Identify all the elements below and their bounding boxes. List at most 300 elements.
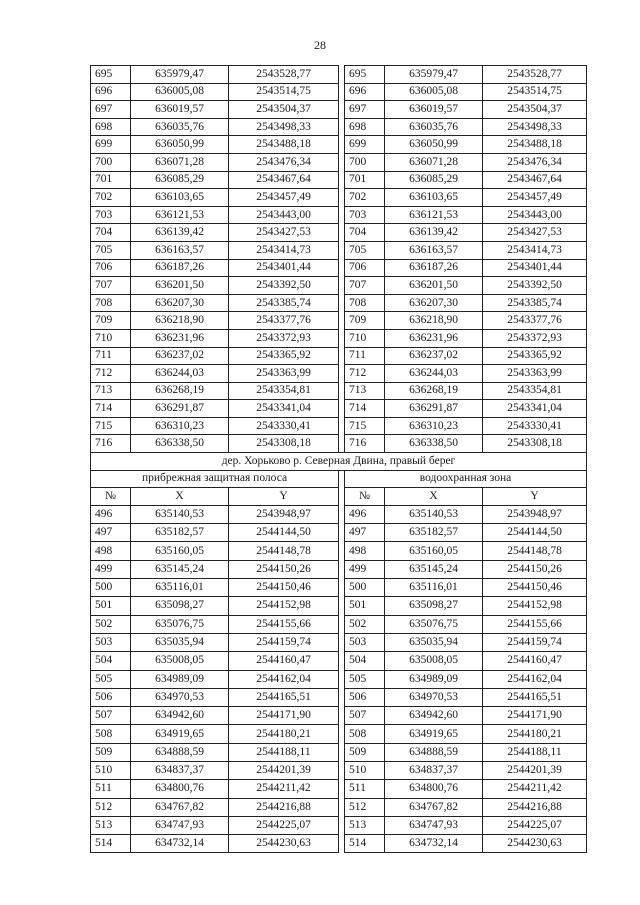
point-number-right: 715 (345, 417, 385, 435)
point-number-left: 702 (91, 189, 131, 207)
x-coordinate-left: 635035,94 (131, 633, 229, 651)
section2 (91, 453, 587, 506)
point-number-right: 696 (345, 83, 385, 101)
x-coordinate-left: 636103,65 (131, 189, 229, 207)
y-coordinate-left: 2544225,07 (229, 816, 339, 834)
y-coordinate-right: 2544144,50 (483, 524, 587, 542)
table-row (91, 189, 587, 207)
y-coordinate-right: 2544155,66 (483, 615, 587, 633)
point-number-right: 503 (345, 633, 385, 651)
point-number-left: 703 (91, 206, 131, 224)
table-row (91, 118, 587, 136)
table-row (91, 400, 587, 418)
x-coordinate-right: 636019,57 (385, 101, 483, 119)
y-coordinate-right: 2543414,73 (483, 241, 587, 259)
table-row (91, 365, 587, 383)
x-coordinate-right: 636237,02 (385, 347, 483, 365)
table-row (91, 670, 587, 688)
x-coordinate-right: 635076,75 (385, 615, 483, 633)
point-number-left: 510 (91, 762, 131, 780)
header-y-left: Y (229, 488, 339, 506)
table-row (91, 505, 587, 523)
point-number-left: 709 (91, 312, 131, 330)
y-coordinate-left: 2543427,53 (229, 224, 339, 242)
x-coordinate-left: 636139,42 (131, 224, 229, 242)
table-row (91, 83, 587, 101)
point-number-left: 512 (91, 798, 131, 816)
table-row (91, 816, 587, 834)
y-coordinate-right: 2544211,42 (483, 780, 587, 798)
x-coordinate-left: 636187,26 (131, 259, 229, 277)
table-row (91, 241, 587, 259)
y-coordinate-left: 2543372,93 (229, 329, 339, 347)
y-coordinate-left: 2544155,66 (229, 615, 339, 633)
header-number-right: № (345, 488, 385, 506)
point-number-left: 704 (91, 224, 131, 242)
table-row (91, 743, 587, 761)
x-coordinate-left: 635076,75 (131, 615, 229, 633)
x-coordinate-right: 635979,47 (385, 66, 483, 84)
table-row (91, 171, 587, 189)
x-coordinate-left: 635140,53 (131, 505, 229, 523)
point-number-left: 711 (91, 347, 131, 365)
point-number-right: 700 (345, 153, 385, 171)
point-number-left: 506 (91, 688, 131, 706)
x-coordinate-left: 635116,01 (131, 579, 229, 597)
point-number-left: 504 (91, 652, 131, 670)
x-coordinate-left: 635182,57 (131, 524, 229, 542)
x-coordinate-right: 635182,57 (385, 524, 483, 542)
y-coordinate-right: 2543504,37 (483, 101, 587, 119)
y-coordinate-left: 2543488,18 (229, 136, 339, 154)
point-number-right: 710 (345, 329, 385, 347)
point-number-left: 707 (91, 277, 131, 295)
x-coordinate-right: 636291,87 (385, 400, 483, 418)
y-coordinate-left: 2543330,41 (229, 417, 339, 435)
y-coordinate-left: 2543354,81 (229, 382, 339, 400)
point-number-left: 715 (91, 417, 131, 435)
point-number-right: 506 (345, 688, 385, 706)
y-coordinate-left: 2543476,34 (229, 153, 339, 171)
point-number-left: 696 (91, 83, 131, 101)
y-coordinate-right: 2543377,76 (483, 312, 587, 330)
y-coordinate-right: 2543443,00 (483, 206, 587, 224)
point-number-left: 714 (91, 400, 131, 418)
y-coordinate-right: 2543308,18 (483, 435, 587, 453)
point-number-right: 705 (345, 241, 385, 259)
y-coordinate-left: 2543365,92 (229, 347, 339, 365)
section1-rows (91, 66, 587, 453)
y-coordinate-right: 2543372,93 (483, 329, 587, 347)
point-number-left: 496 (91, 505, 131, 523)
point-number-left: 695 (91, 66, 131, 84)
section2-title-row (91, 453, 587, 471)
x-coordinate-right: 635116,01 (385, 579, 483, 597)
y-coordinate-left: 2543514,75 (229, 83, 339, 101)
point-number-left: 508 (91, 725, 131, 743)
point-number-right: 698 (345, 118, 385, 136)
x-coordinate-left: 636244,03 (131, 365, 229, 383)
y-coordinate-right: 2543467,64 (483, 171, 587, 189)
x-coordinate-left: 635008,05 (131, 652, 229, 670)
point-number-right: 716 (345, 435, 385, 453)
left-subtitle: прибрежная защитная полоса (91, 470, 339, 488)
x-coordinate-right: 634942,60 (385, 707, 483, 725)
point-number-right: 709 (345, 312, 385, 330)
point-number-left: 712 (91, 365, 131, 383)
x-coordinate-left: 636163,57 (131, 241, 229, 259)
x-coordinate-right: 636121,53 (385, 206, 483, 224)
y-coordinate-left: 2543457,49 (229, 189, 339, 207)
y-coordinate-right: 2544230,63 (483, 835, 587, 853)
y-coordinate-right: 2543385,74 (483, 294, 587, 312)
x-coordinate-left: 634989,09 (131, 670, 229, 688)
y-coordinate-right: 2544148,78 (483, 542, 587, 560)
y-coordinate-left: 2543401,44 (229, 259, 339, 277)
table-row (91, 277, 587, 295)
x-coordinate-right: 634837,37 (385, 762, 483, 780)
table-row (91, 435, 587, 453)
section2-title: дер. Хорьково р. Северная Двина, правый берег (91, 453, 587, 471)
point-number-left: 503 (91, 633, 131, 651)
table-row (91, 312, 587, 330)
y-coordinate-right: 2544225,07 (483, 816, 587, 834)
y-coordinate-left: 2543443,00 (229, 206, 339, 224)
y-coordinate-right: 2544165,51 (483, 688, 587, 706)
point-number-right: 500 (345, 579, 385, 597)
y-coordinate-right: 2543498,33 (483, 118, 587, 136)
point-number-left: 507 (91, 707, 131, 725)
x-coordinate-left: 636005,08 (131, 83, 229, 101)
x-coordinate-right: 634767,82 (385, 798, 483, 816)
point-number-right: 512 (345, 798, 385, 816)
y-coordinate-left: 2544188,11 (229, 743, 339, 761)
point-number-left: 498 (91, 542, 131, 560)
x-coordinate-right: 634970,53 (385, 688, 483, 706)
table-row (91, 725, 587, 743)
x-coordinate-left: 634767,82 (131, 798, 229, 816)
y-coordinate-right: 2543363,99 (483, 365, 587, 383)
table-row (91, 633, 587, 651)
point-number-right: 697 (345, 101, 385, 119)
table-row (91, 153, 587, 171)
y-coordinate-left: 2543467,64 (229, 171, 339, 189)
point-number-right: 701 (345, 171, 385, 189)
x-coordinate-right: 636050,99 (385, 136, 483, 154)
x-coordinate-right: 635140,53 (385, 505, 483, 523)
point-number-right: 505 (345, 670, 385, 688)
point-number-right: 508 (345, 725, 385, 743)
point-number-left: 511 (91, 780, 131, 798)
point-number-right: 511 (345, 780, 385, 798)
y-coordinate-right: 2543341,04 (483, 400, 587, 418)
y-coordinate-left: 2544159,74 (229, 633, 339, 651)
point-number-left: 513 (91, 816, 131, 834)
y-coordinate-right: 2544162,04 (483, 670, 587, 688)
point-number-left: 697 (91, 101, 131, 119)
y-coordinate-right: 2543457,49 (483, 189, 587, 207)
table-row (91, 206, 587, 224)
table-row (91, 579, 587, 597)
table-row (91, 224, 587, 242)
x-coordinate-right: 635098,27 (385, 597, 483, 615)
x-coordinate-left: 634919,65 (131, 725, 229, 743)
point-number-left: 514 (91, 835, 131, 853)
table-row (91, 615, 587, 633)
point-number-right: 703 (345, 206, 385, 224)
point-number-right: 497 (345, 524, 385, 542)
section2-subtitle-row (91, 470, 587, 488)
point-number-right: 496 (345, 505, 385, 523)
table-row (91, 417, 587, 435)
y-coordinate-left: 2544211,42 (229, 780, 339, 798)
x-coordinate-right: 635008,05 (385, 652, 483, 670)
table-row (91, 136, 587, 154)
y-coordinate-right: 2543427,53 (483, 224, 587, 242)
point-number-left: 701 (91, 171, 131, 189)
x-coordinate-left: 636071,28 (131, 153, 229, 171)
x-coordinate-left: 634942,60 (131, 707, 229, 725)
table-row (91, 780, 587, 798)
x-coordinate-left: 636231,96 (131, 329, 229, 347)
y-coordinate-left: 2543504,37 (229, 101, 339, 119)
x-coordinate-left: 635160,05 (131, 542, 229, 560)
point-number-left: 708 (91, 294, 131, 312)
point-number-right: 504 (345, 652, 385, 670)
x-coordinate-right: 636035,76 (385, 118, 483, 136)
y-coordinate-left: 2544165,51 (229, 688, 339, 706)
point-number-right: 695 (345, 66, 385, 84)
x-coordinate-right: 636310,23 (385, 417, 483, 435)
point-number-right: 498 (345, 542, 385, 560)
table-row (91, 347, 587, 365)
x-coordinate-right: 636103,65 (385, 189, 483, 207)
x-coordinate-left: 634970,53 (131, 688, 229, 706)
x-coordinate-left: 635145,24 (131, 560, 229, 578)
point-number-right: 514 (345, 835, 385, 853)
y-coordinate-right: 2543401,44 (483, 259, 587, 277)
point-number-right: 510 (345, 762, 385, 780)
point-number-right: 704 (345, 224, 385, 242)
x-coordinate-left: 634800,76 (131, 780, 229, 798)
table-row (91, 259, 587, 277)
x-coordinate-right: 635035,94 (385, 633, 483, 651)
y-coordinate-right: 2543514,75 (483, 83, 587, 101)
x-coordinate-right: 636244,03 (385, 365, 483, 383)
y-coordinate-right: 2543392,50 (483, 277, 587, 295)
x-coordinate-right: 634919,65 (385, 725, 483, 743)
y-coordinate-left: 2543392,50 (229, 277, 339, 295)
y-coordinate-left: 2544171,90 (229, 707, 339, 725)
point-number-right: 507 (345, 707, 385, 725)
point-number-right: 501 (345, 597, 385, 615)
x-coordinate-left: 636201,50 (131, 277, 229, 295)
header-y-right: Y (483, 488, 587, 506)
x-coordinate-right: 636163,57 (385, 241, 483, 259)
point-number-left: 500 (91, 579, 131, 597)
point-number-right: 707 (345, 277, 385, 295)
x-coordinate-right: 636139,42 (385, 224, 483, 242)
x-coordinate-left: 636338,50 (131, 435, 229, 453)
point-number-left: 700 (91, 153, 131, 171)
x-coordinate-right: 634747,93 (385, 816, 483, 834)
point-number-right: 513 (345, 816, 385, 834)
y-coordinate-right: 2543528,77 (483, 66, 587, 84)
x-coordinate-right: 634888,59 (385, 743, 483, 761)
y-coordinate-left: 2544150,46 (229, 579, 339, 597)
y-coordinate-left: 2543341,04 (229, 400, 339, 418)
x-coordinate-right: 636201,50 (385, 277, 483, 295)
y-coordinate-right: 2544180,21 (483, 725, 587, 743)
table-row (91, 101, 587, 119)
x-coordinate-right: 636085,29 (385, 171, 483, 189)
header-number-left: № (91, 488, 131, 506)
point-number-left: 716 (91, 435, 131, 453)
point-number-right: 509 (345, 743, 385, 761)
x-coordinate-right: 636005,08 (385, 83, 483, 101)
page-number: 28 (314, 38, 326, 52)
table-row (91, 835, 587, 853)
point-number-left: 699 (91, 136, 131, 154)
x-coordinate-left: 636035,76 (131, 118, 229, 136)
point-number-right: 702 (345, 189, 385, 207)
point-number-right: 714 (345, 400, 385, 418)
y-coordinate-right: 2544152,98 (483, 597, 587, 615)
x-coordinate-left: 636050,99 (131, 136, 229, 154)
y-coordinate-left: 2543498,33 (229, 118, 339, 136)
x-coordinate-left: 636019,57 (131, 101, 229, 119)
x-coordinate-right: 634989,09 (385, 670, 483, 688)
table-row (91, 762, 587, 780)
x-coordinate-right: 634732,14 (385, 835, 483, 853)
section2-header-row (91, 488, 587, 506)
x-coordinate-left: 634747,93 (131, 816, 229, 834)
x-coordinate-right: 636071,28 (385, 153, 483, 171)
y-coordinate-left: 2544201,39 (229, 762, 339, 780)
y-coordinate-left: 2543948,97 (229, 505, 339, 523)
table-row (91, 688, 587, 706)
y-coordinate-left: 2544180,21 (229, 725, 339, 743)
point-number-left: 497 (91, 524, 131, 542)
x-coordinate-right: 635145,24 (385, 560, 483, 578)
y-coordinate-right: 2543948,97 (483, 505, 587, 523)
x-coordinate-right: 636338,50 (385, 435, 483, 453)
x-coordinate-right: 635160,05 (385, 542, 483, 560)
x-coordinate-right: 636207,30 (385, 294, 483, 312)
table-row (91, 294, 587, 312)
point-number-right: 699 (345, 136, 385, 154)
point-number-left: 705 (91, 241, 131, 259)
y-coordinate-left: 2543528,77 (229, 66, 339, 84)
table-row (91, 798, 587, 816)
x-coordinate-left: 636310,23 (131, 417, 229, 435)
y-coordinate-right: 2543354,81 (483, 382, 587, 400)
x-coordinate-left: 636085,29 (131, 171, 229, 189)
y-coordinate-right: 2543488,18 (483, 136, 587, 154)
table-row (91, 652, 587, 670)
y-coordinate-left: 2544230,63 (229, 835, 339, 853)
point-number-left: 502 (91, 615, 131, 633)
y-coordinate-right: 2543476,34 (483, 153, 587, 171)
x-coordinate-left: 636291,87 (131, 400, 229, 418)
point-number-left: 713 (91, 382, 131, 400)
y-coordinate-right: 2544201,39 (483, 762, 587, 780)
header-x-right: X (385, 488, 483, 506)
table-row (91, 707, 587, 725)
point-number-left: 706 (91, 259, 131, 277)
point-number-right: 706 (345, 259, 385, 277)
x-coordinate-right: 636268,19 (385, 382, 483, 400)
x-coordinate-left: 635979,47 (131, 66, 229, 84)
x-coordinate-right: 636187,26 (385, 259, 483, 277)
point-number-left: 710 (91, 329, 131, 347)
point-number-left: 499 (91, 560, 131, 578)
y-coordinate-left: 2543385,74 (229, 294, 339, 312)
point-number-left: 501 (91, 597, 131, 615)
x-coordinate-left: 634732,14 (131, 835, 229, 853)
x-coordinate-right: 634800,76 (385, 780, 483, 798)
table-row (91, 542, 587, 560)
y-coordinate-right: 2544188,11 (483, 743, 587, 761)
table-row (91, 524, 587, 542)
x-coordinate-left: 636268,19 (131, 382, 229, 400)
point-number-left: 698 (91, 118, 131, 136)
point-number-right: 708 (345, 294, 385, 312)
y-coordinate-left: 2544160,47 (229, 652, 339, 670)
x-coordinate-left: 634888,59 (131, 743, 229, 761)
y-coordinate-right: 2544216,88 (483, 798, 587, 816)
section2-rows (91, 505, 587, 853)
point-number-right: 713 (345, 382, 385, 400)
y-coordinate-right: 2544150,26 (483, 560, 587, 578)
coordinates-table (90, 65, 587, 853)
point-number-right: 711 (345, 347, 385, 365)
y-coordinate-left: 2543308,18 (229, 435, 339, 453)
x-coordinate-right: 636231,96 (385, 329, 483, 347)
y-coordinate-right: 2544150,46 (483, 579, 587, 597)
x-coordinate-left: 636218,90 (131, 312, 229, 330)
point-number-right: 502 (345, 615, 385, 633)
table-row (91, 66, 587, 84)
x-coordinate-left: 636121,53 (131, 206, 229, 224)
point-number-left: 509 (91, 743, 131, 761)
right-subtitle: водоохранная зона (345, 470, 587, 488)
y-coordinate-left: 2544162,04 (229, 670, 339, 688)
y-coordinate-left: 2544148,78 (229, 542, 339, 560)
table-row (91, 382, 587, 400)
y-coordinate-left: 2543414,73 (229, 241, 339, 259)
y-coordinate-left: 2544152,98 (229, 597, 339, 615)
y-coordinate-left: 2544216,88 (229, 798, 339, 816)
y-coordinate-right: 2543365,92 (483, 347, 587, 365)
y-coordinate-right: 2544171,90 (483, 707, 587, 725)
y-coordinate-right: 2544160,47 (483, 652, 587, 670)
x-coordinate-left: 634837,37 (131, 762, 229, 780)
x-coordinate-left: 635098,27 (131, 597, 229, 615)
y-coordinate-right: 2543330,41 (483, 417, 587, 435)
header-x-left: X (131, 488, 229, 506)
y-coordinate-left: 2544150,26 (229, 560, 339, 578)
y-coordinate-left: 2543363,99 (229, 365, 339, 383)
x-coordinate-left: 636237,02 (131, 347, 229, 365)
point-number-right: 712 (345, 365, 385, 383)
x-coordinate-left: 636207,30 (131, 294, 229, 312)
y-coordinate-left: 2544144,50 (229, 524, 339, 542)
y-coordinate-right: 2544159,74 (483, 633, 587, 651)
y-coordinate-left: 2543377,76 (229, 312, 339, 330)
x-coordinate-right: 636218,90 (385, 312, 483, 330)
table-row (91, 329, 587, 347)
